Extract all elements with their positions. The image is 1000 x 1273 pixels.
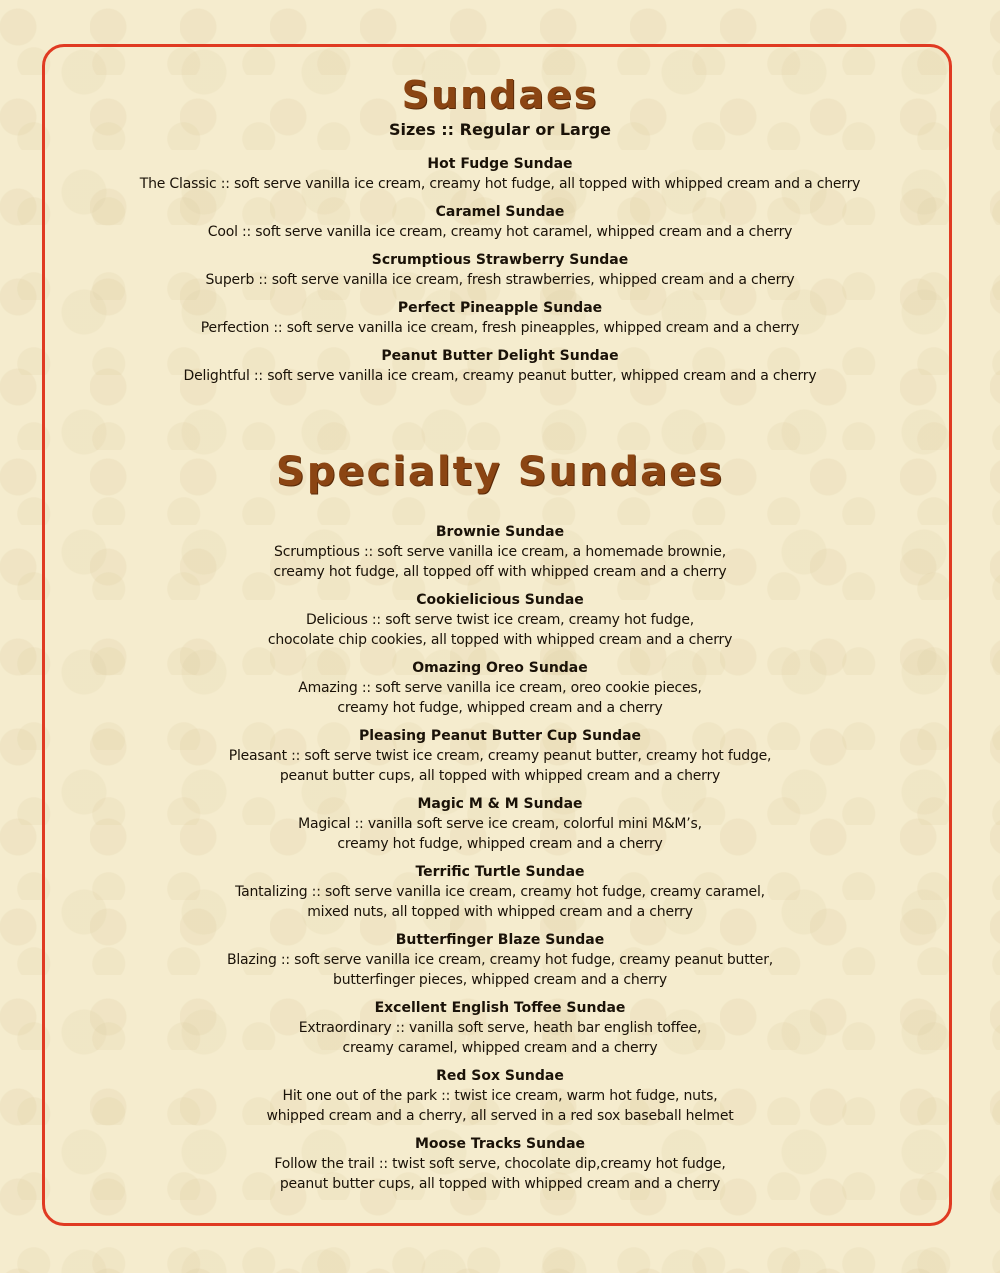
- menu-item: [42, 863, 958, 922]
- menu-item: [42, 1135, 958, 1194]
- menu-item: [42, 1067, 958, 1126]
- menu-item-name: Pleasing Peanut Butter Cup Sundae: [358, 728, 642, 744]
- menu-item-description: Tantalizing :: soft serve vanilla ice cream, creamy hot fudge, creamy caramel,: [235, 884, 765, 900]
- menu-item-name: Caramel Sundae: [435, 204, 565, 220]
- menu-item: [42, 155, 958, 194]
- menu-item-description: whipped cream and a cherry, all served in a red sox baseball helmet: [266, 1108, 734, 1124]
- menu-item-description: Superb :: soft serve vanilla ice cream, fresh strawberries, whipped cream and a cherry: [205, 272, 795, 288]
- menu-item-name: Perfect Pineapple Sundae: [397, 300, 603, 316]
- menu-item-description: Delicious :: soft serve twist ice cream, creamy hot fudge,: [305, 612, 695, 628]
- menu-item: [42, 727, 958, 786]
- menu-item-name: Brownie Sundae: [435, 524, 565, 540]
- sundaes-title: Sundaes: [401, 73, 599, 117]
- menu-item: [42, 659, 958, 718]
- menu-item-name: Terrific Turtle Sundae: [415, 864, 585, 880]
- menu-item-description: Blazing :: soft serve vanilla ice cream, creamy hot fudge, creamy peanut butter,: [226, 952, 774, 968]
- menu-item-name: Scrumptious Strawberry Sundae: [371, 252, 629, 268]
- menu-item-name: Peanut Butter Delight Sundae: [381, 348, 619, 364]
- menu-item-name: Excellent English Toffee Sundae: [374, 1000, 626, 1016]
- menu-item-description: creamy hot fudge, all topped off with whipped cream and a cherry: [273, 564, 727, 580]
- menu-item: [42, 523, 958, 582]
- menu-item-description: creamy hot fudge, whipped cream and a cherry: [337, 836, 663, 852]
- menu-item-description: chocolate chip cookies, all topped with whipped cream and a cherry: [267, 632, 733, 648]
- menu-item: [42, 795, 958, 854]
- menu-item-name: Omazing Oreo Sundae: [412, 660, 588, 676]
- menu-item-description: Magical :: vanilla soft serve ice cream, colorful mini M&M’s,: [298, 816, 702, 832]
- menu-item-description: peanut butter cups, all topped with whipped cream and a cherry: [279, 768, 721, 784]
- menu-item-name: Butterfinger Blaze Sundae: [395, 932, 605, 948]
- menu-item-description: Extraordinary :: vanilla soft serve, heath bar english toffee,: [298, 1020, 702, 1036]
- specialty-sundaes-list: [42, 523, 958, 1203]
- menu-item: [42, 347, 958, 386]
- menu-item-name: Magic M & M Sundae: [417, 796, 583, 812]
- menu-item-description: Hit one out of the park :: twist ice cream, warm hot fudge, nuts,: [282, 1088, 718, 1104]
- menu-item-description: Pleasant :: soft serve twist ice cream, creamy peanut butter, creamy hot fudge,: [228, 748, 772, 764]
- menu-item-description: Delightful :: soft serve vanilla ice cream, creamy peanut butter, whipped cream and a cherry: [183, 368, 817, 384]
- menu-item: [42, 299, 958, 338]
- menu-item-description: Follow the trail :: twist soft serve, chocolate dip,creamy hot fudge,: [274, 1156, 726, 1172]
- menu-item-description: Scrumptious :: soft serve vanilla ice cream, a homemade brownie,: [274, 544, 726, 560]
- menu-item-description: creamy hot fudge, whipped cream and a cherry: [337, 700, 663, 716]
- specialty-sundaes-title: Specialty Sundaes: [275, 449, 725, 495]
- menu-item-description: Cool :: soft serve vanilla ice cream, creamy hot caramel, whipped cream and a cherry: [207, 224, 793, 240]
- menu-item-description: butterfinger pieces, whipped cream and a cherry: [333, 972, 667, 988]
- menu-item-description: peanut butter cups, all topped with whipped cream and a cherry: [279, 1176, 721, 1192]
- menu-item-description: The Classic :: soft serve vanilla ice cream, creamy hot fudge, all topped with whipped cream and a cherry: [139, 176, 861, 192]
- menu-item-description: Amazing :: soft serve vanilla ice cream, oreo cookie pieces,: [298, 680, 702, 696]
- menu-item-description: creamy caramel, whipped cream and a cherry: [342, 1040, 658, 1056]
- sundaes-list: [42, 155, 958, 395]
- sizes-label: Sizes :: Regular or Large: [388, 120, 612, 139]
- menu-item: [42, 251, 958, 290]
- menu-item-name: Hot Fudge Sundae: [427, 156, 573, 172]
- menu-item-name: Moose Tracks Sundae: [414, 1136, 586, 1152]
- menu-item: [42, 931, 958, 990]
- menu-item-description: mixed nuts, all topped with whipped cream and a cherry: [307, 904, 693, 920]
- menu-item: [42, 999, 958, 1058]
- menu-item-description: Perfection :: soft serve vanilla ice cream, fresh pineapples, whipped cream and a cherry: [200, 320, 800, 336]
- menu-item-name: Red Sox Sundae: [436, 1068, 564, 1084]
- menu-item-name: Cookielicious Sundae: [416, 592, 584, 608]
- menu-item: [42, 203, 958, 242]
- menu-item: [42, 591, 958, 650]
